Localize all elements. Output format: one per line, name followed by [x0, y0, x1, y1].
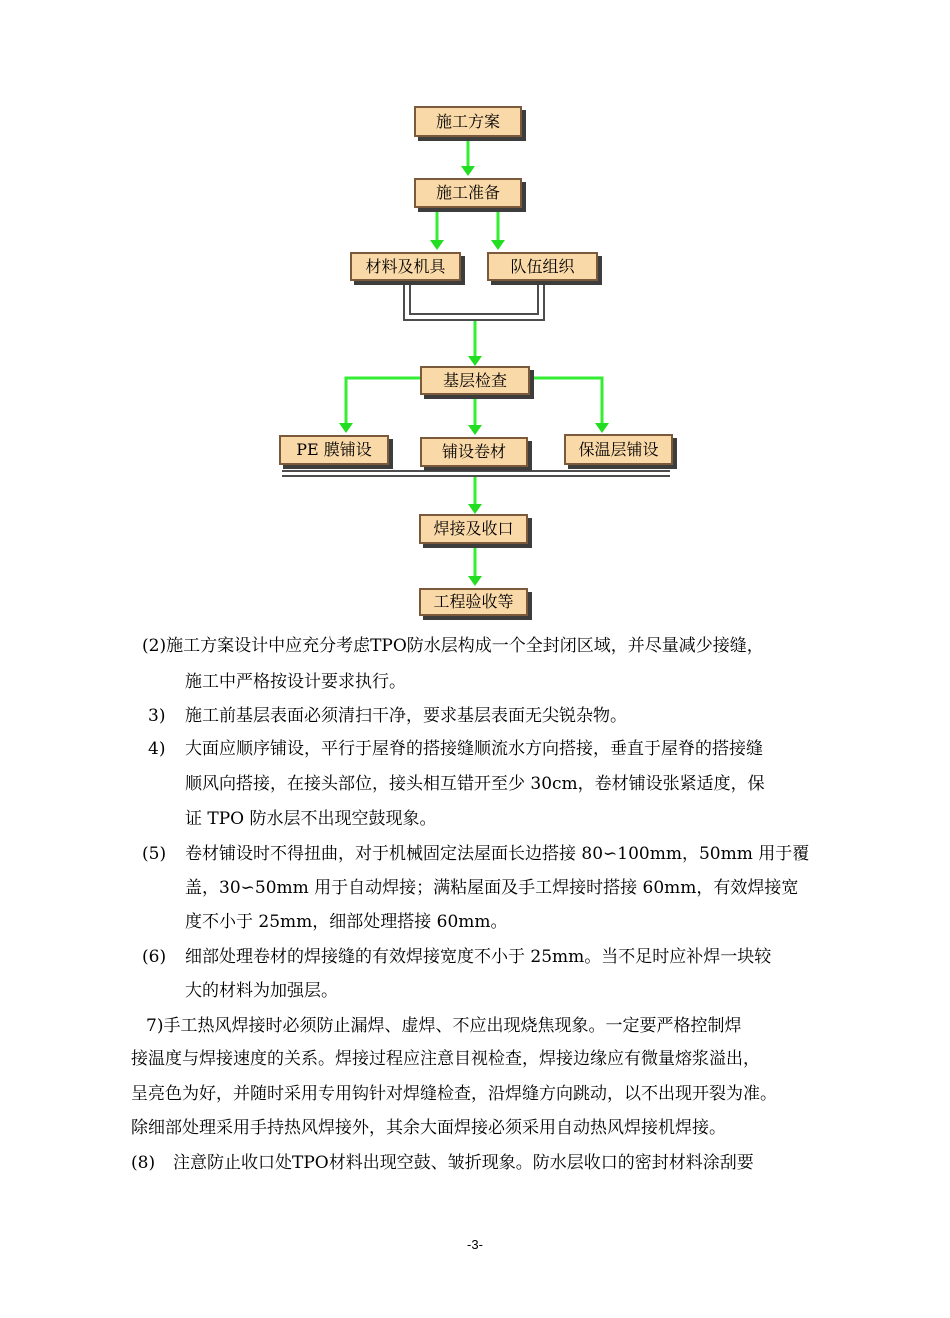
item-4-line-1: 大面应顺序铺设，平行于屋脊的搭接缝顺流水方向搭接，垂直于屋脊的搭接缝: [185, 739, 763, 759]
item-6-number: (6): [142, 947, 167, 967]
node-prep-label: 施工准备: [435, 183, 500, 202]
item-4-line-2: 顺风向搭接，在接头部位，接头相互错开至少 30cm，卷材铺设张紧适度，保: [185, 774, 765, 794]
item-5-line-2: 盖，30∽50mm 用于自动焊接；满粘屋面及手工焊接时搭接 60mm，有效焊接宽: [185, 878, 799, 898]
arrowhead: [461, 166, 475, 176]
item-8-line-1: 注意防止收口处TPO材料出现空鼓、皱折现象。防水层收口的密封材料涂刮要: [173, 1153, 754, 1173]
node-base: [420, 366, 530, 395]
page-number: -3-: [467, 1237, 483, 1252]
item-5-line-3: 度不小于 25mm，细部处理搭接 60mm。: [185, 912, 508, 932]
item-2-text: 施工方案设计中应充分考虑TPO防水层构成一个全封闭区域，并尽量减少接缝，: [166, 636, 764, 656]
item-5-number: (5): [142, 844, 167, 864]
item-4-number: 4): [148, 739, 166, 759]
construction-flowchart: [0, 0, 950, 630]
node-pe: [279, 435, 389, 465]
arrowhead: [430, 240, 444, 250]
item-2-line-1: [142, 638, 764, 655]
node-team-label: 队伍组织: [510, 256, 575, 276]
node-team: [487, 252, 598, 281]
node-insulation: [564, 434, 673, 465]
item-3-number: 3): [148, 706, 166, 726]
item-6-line-2: 大的材料为加强层。: [185, 981, 338, 1001]
item-2-number: (2): [142, 636, 167, 656]
arrowhead: [468, 425, 482, 435]
arrowhead: [491, 240, 505, 250]
item-7-line-3: 呈亮色为好，并随时采用专用钩针对焊缝检查，沿焊缝方向跳动，以不出现开裂为准。: [131, 1084, 777, 1104]
merge-connector: [404, 281, 544, 320]
item-3-line-1: 施工前基层表面必须清扫干净，要求基层表面无尖锐杂物。: [185, 706, 627, 726]
node-materials: [350, 252, 461, 281]
item-6-line-1: 细部处理卷材的焊接缝的有效焊接宽度不小于 25mm。当不足时应补焊一块较: [185, 947, 772, 967]
item-7-line-2: 接温度与焊接速度的关系。焊接过程应注意目视检查，焊接边缘应有微量熔浆溢出，: [131, 1049, 760, 1069]
node-materials-label: 材料及机具: [365, 256, 446, 276]
node-base-label: 基层检查: [442, 370, 507, 390]
item-5-line-1: 卷材铺设时不得扭曲，对于机械固定法屋面长边搭接 80∽100mm，50mm 用于覆: [185, 844, 810, 864]
arrow-base-insulation: [530, 378, 602, 425]
node-plan: [414, 106, 522, 137]
bus-bar: [282, 471, 670, 476]
arrowhead: [339, 423, 353, 433]
arrowhead: [468, 504, 482, 514]
item-2-line-2: 施工中严格按设计要求执行。: [185, 672, 406, 692]
node-membrane: [420, 437, 528, 467]
node-prep: [414, 178, 522, 208]
arrowhead: [595, 423, 609, 433]
node-membrane-label: 铺设卷材: [441, 442, 506, 461]
arrow-base-pe: [346, 378, 420, 425]
arrowhead: [468, 356, 482, 366]
item-8-number: (8): [131, 1153, 156, 1173]
node-insulation-label: 保温层铺设: [578, 439, 659, 459]
node-weld-label: 焊接及收口: [433, 519, 514, 538]
node-plan-label: 施工方案: [435, 111, 500, 131]
node-accept-label: 工程验收等: [433, 592, 514, 611]
node-accept: [419, 588, 528, 616]
arrowhead: [468, 576, 482, 586]
node-pe-label: PE 膜铺设: [296, 440, 372, 459]
item-7-line-4: 除细部处理采用手持热风焊接外，其余大面焊接必须采用自动热风焊接机焊接。: [131, 1118, 726, 1138]
item-4-line-3: 证 TPO 防水层不出现空鼓现象。: [185, 809, 437, 829]
node-weld: [419, 514, 528, 544]
item-7-line-1: 7)手工热风焊接时必须防止漏焊、虚焊、不应出现烧焦现象。一定要严格控制焊: [146, 1016, 742, 1036]
